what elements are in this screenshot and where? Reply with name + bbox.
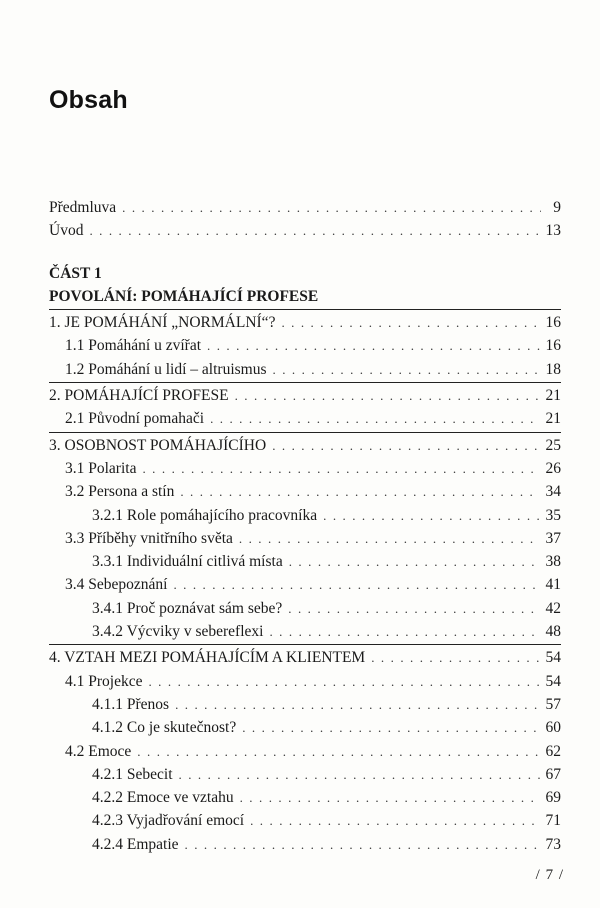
toc-entry-page: 67: [545, 765, 561, 783]
toc-chapter-row: [49, 434, 561, 457]
toc-entry-label: 1. JE POMÁHÁNÍ „NORMÁLNÍ“?: [49, 314, 276, 332]
toc-front-matter-row: [49, 219, 561, 242]
toc-section-row: [49, 407, 561, 430]
part-title: POVOLÁNÍ: POMÁHAJÍCÍ PROFESE: [49, 287, 319, 305]
toc-entry-page: 48: [545, 623, 561, 641]
toc-entry-page: 54: [545, 672, 561, 690]
toc-entry-page: 71: [545, 812, 561, 830]
toc-section-row: [49, 358, 561, 381]
dot-leader: [175, 693, 539, 716]
table-of-contents: [49, 196, 561, 856]
dot-leader: [210, 407, 539, 430]
toc-entry-page: 34: [545, 483, 561, 501]
dot-leader: [137, 740, 539, 763]
toc-entry-page: 57: [545, 695, 561, 713]
toc-entry-label: 1.2 Pomáhání u lidí – altruismus: [65, 360, 267, 378]
toc-entry-page: 16: [545, 337, 561, 355]
toc-chapter-row: [49, 384, 561, 407]
toc-entry-label: 4.1.1 Přenos: [92, 695, 170, 713]
toc-entry-label: 3.2 Persona a stín: [65, 483, 175, 501]
dot-leader: [281, 311, 539, 334]
toc-entry-page: 62: [545, 742, 561, 760]
toc-front-matter-row: [49, 196, 561, 219]
toc-section-row: [49, 334, 561, 357]
toc-entry-page: 9: [553, 199, 561, 216]
toc-section-row: [49, 809, 561, 832]
toc-entry-page: 54: [545, 649, 561, 667]
toc-chapter-row: [49, 646, 561, 669]
toc-section-row: [49, 480, 561, 503]
toc-entry-label: 4.2.4 Empatie: [92, 835, 179, 853]
dot-leader: [272, 434, 539, 457]
toc-entry-label: Úvod: [49, 222, 84, 240]
dot-leader: [269, 620, 539, 643]
page-number: / 7 /: [535, 867, 564, 883]
dot-leader: [242, 716, 539, 739]
toc-entry-label: 3.2.1 Role pomáhajícího pracovníka: [92, 506, 318, 524]
dot-leader: [371, 646, 539, 669]
toc-section-row: [49, 763, 561, 786]
toc-entry-page: 69: [545, 789, 561, 807]
toc-chapter-group: [49, 432, 561, 644]
toc-entry-page: 73: [545, 835, 561, 853]
dot-leader: [273, 358, 540, 381]
dot-leader: [207, 334, 539, 357]
dot-leader: [89, 219, 539, 242]
toc-entry-page: 25: [545, 436, 561, 454]
toc-entry-label: 3.3 Příběhy vnitřního světa: [65, 529, 233, 547]
dot-leader: [289, 550, 540, 573]
toc-entry-label: 3. OSOBNOST POMÁHAJÍCÍHO: [49, 436, 267, 454]
toc-entry-label: 3.1 Polarita: [65, 459, 137, 477]
dot-leader: [239, 527, 540, 550]
toc-entry-page: 18: [545, 360, 561, 378]
toc-entry-label: 3.3.1 Individuální citlivá místa: [92, 553, 283, 571]
toc-entry-label: 3.4.1 Proč poznávat sám sebe?: [92, 599, 283, 617]
toc-chapter-group: [49, 644, 561, 856]
toc-entry-label: 4.2.3 Vyjadřování emocí: [92, 812, 245, 830]
dot-leader: [179, 763, 540, 786]
toc-section-row: [49, 740, 561, 763]
dot-leader: [122, 196, 541, 219]
toc-section-row: [49, 457, 561, 480]
toc-entry-page: 41: [545, 576, 561, 594]
dot-leader: [250, 809, 539, 832]
toc-section-row: [49, 597, 561, 620]
toc-entry-label: 1.1 Pomáhání u zvířat: [65, 337, 202, 355]
toc-entry-page: 60: [545, 719, 561, 737]
toc-entry-page: 38: [545, 553, 561, 571]
dot-leader: [240, 786, 540, 809]
dot-leader: [235, 384, 540, 407]
toc-entry-label: 3.4.2 Výcviky v sebereflexi: [92, 623, 264, 641]
toc-entry-label: 4.1.2 Co je skutečnost?: [92, 719, 237, 737]
dot-leader: [142, 457, 539, 480]
toc-chapter-row: [49, 311, 561, 334]
toc-entry-label: 2. POMÁHAJÍCÍ PROFESE: [49, 387, 229, 405]
toc-entry-label: 2.1 Původní pomahači: [65, 410, 205, 428]
toc-entry-page: 42: [545, 599, 561, 617]
toc-entry-page: 35: [545, 506, 561, 524]
toc-entry-label: 3.4 Sebepoznání: [65, 576, 168, 594]
dot-leader: [288, 597, 539, 620]
dot-leader: [173, 573, 539, 596]
toc-section-row: [49, 550, 561, 573]
toc-section-row: [49, 573, 561, 596]
page-title: Obsah: [49, 86, 128, 114]
part-number: ČÁST 1: [49, 264, 102, 282]
dot-leader: [148, 670, 539, 693]
toc-entry-page: 37: [545, 529, 561, 547]
toc-entry-label: 4. VZTAH MEZI POMÁHAJÍCÍM A KLIENTEM: [49, 649, 366, 667]
toc-chapter-group: [49, 382, 561, 431]
toc-entry-label: Předmluva: [49, 199, 117, 216]
toc-chapter-group: [49, 309, 561, 381]
toc-entry-page: 16: [545, 314, 561, 332]
toc-entry-label: 4.2.1 Sebecit: [92, 765, 173, 783]
toc-section-row: [49, 527, 561, 550]
toc-section-row: [49, 693, 561, 716]
toc-entry-label: 4.2 Emoce: [65, 742, 132, 760]
toc-section-row: [49, 716, 561, 739]
toc-section-row: [49, 786, 561, 809]
toc-section-row: [49, 620, 561, 643]
toc-entry-label: 4.2.2 Emoce ve vztahu: [92, 789, 234, 807]
toc-section-row: [49, 504, 561, 527]
toc-entry-page: 21: [545, 387, 561, 405]
dot-leader: [323, 504, 539, 527]
toc-entry-page: 21: [545, 410, 561, 428]
toc-section-row: [49, 670, 561, 693]
dot-leader: [185, 833, 540, 856]
toc-entry-page: 26: [545, 459, 561, 477]
toc-entry-page: 13: [545, 222, 561, 240]
toc-section-row: [49, 833, 561, 856]
toc-entry-label: 4.1 Projekce: [65, 672, 143, 690]
dot-leader: [180, 480, 539, 503]
